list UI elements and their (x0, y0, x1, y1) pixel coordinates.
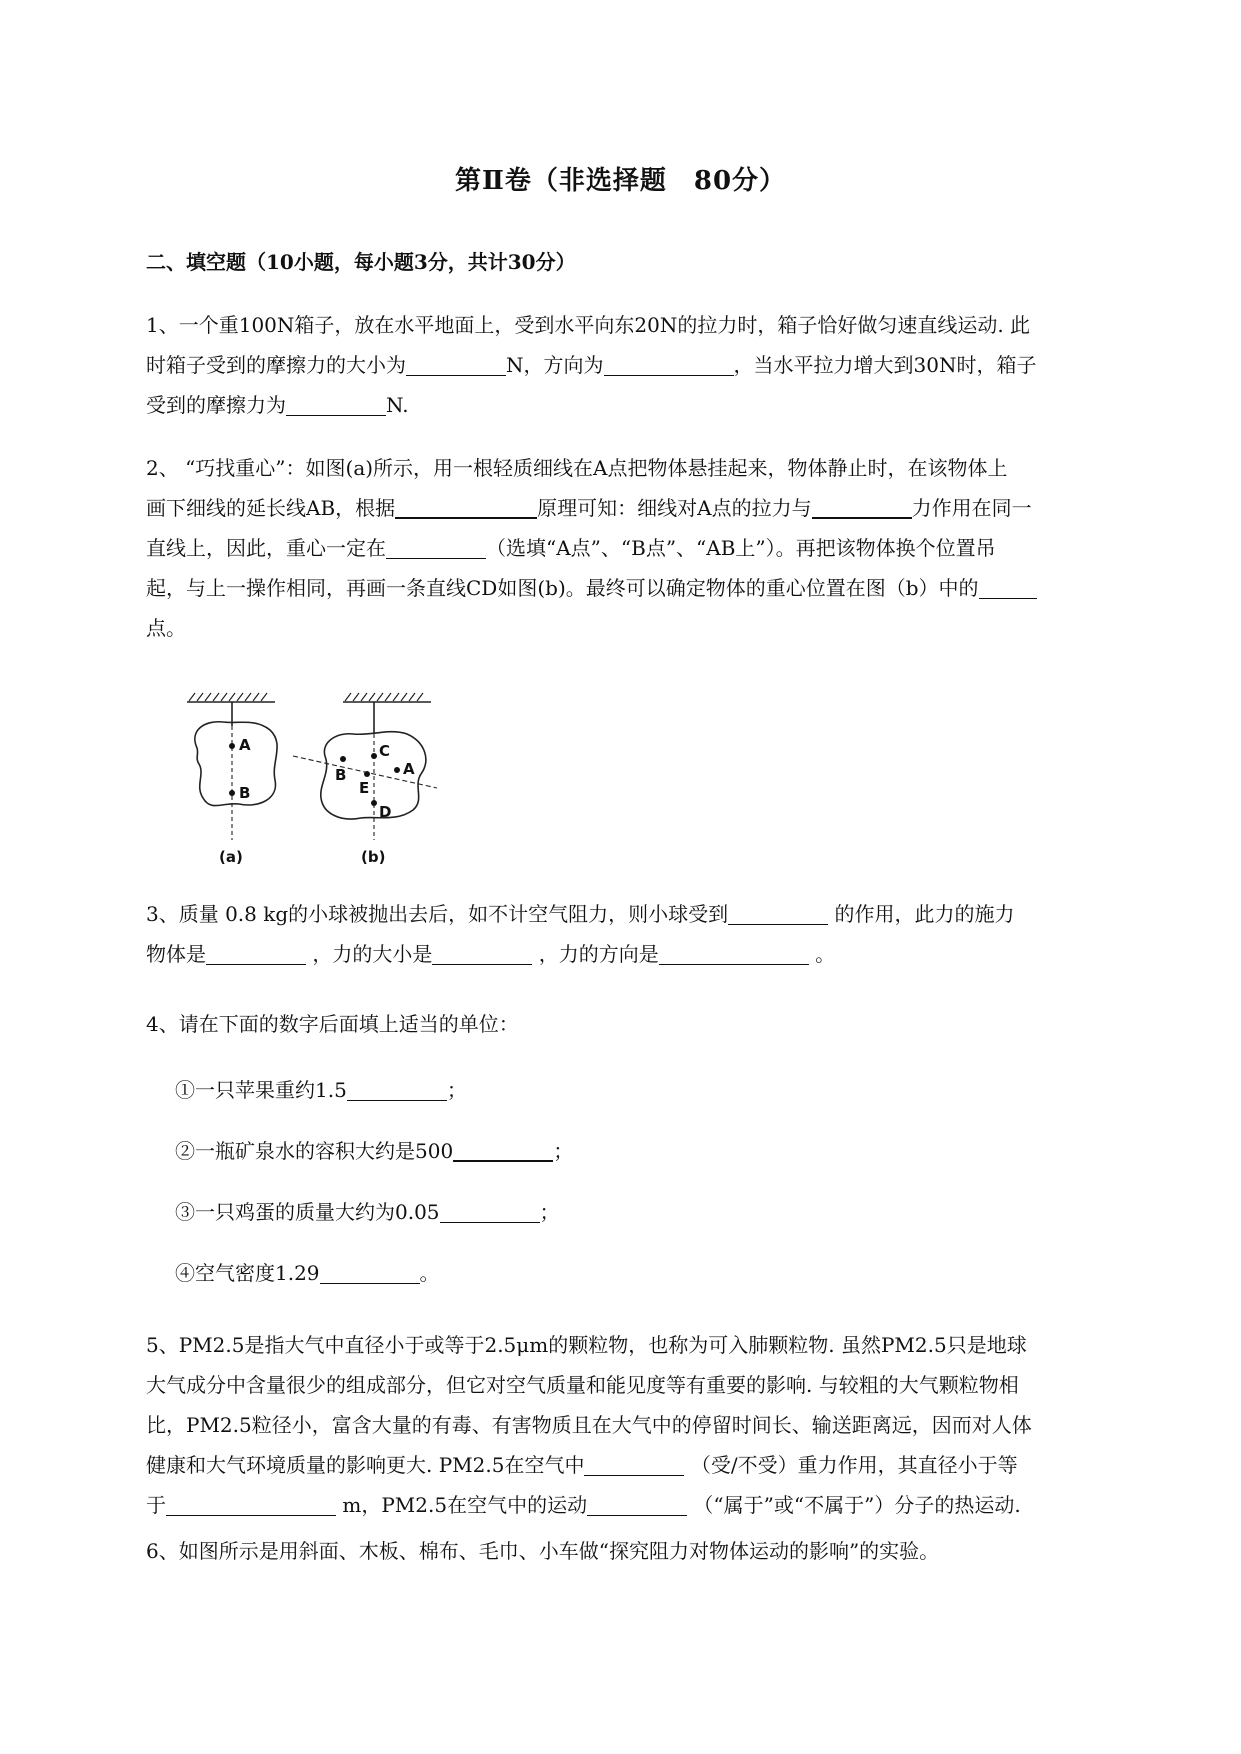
q5-line-4: 健康和大气环境质量的影响更大. PM2.5在空气中 （受/不受）重力作用，其直径小于等 (146, 1453, 1018, 1477)
q4-item-2: ②一瓶矿泉水的容积大约是500 ； (175, 1131, 573, 1171)
q1-line-2: 时箱子受到的摩擦力的大小为 N，方向为 ，当水平拉力增大到30N时，箱子 (146, 353, 1037, 377)
question-5 (146, 1325, 1146, 1525)
label-point-a-fig-a: A (239, 736, 251, 754)
q1-blank-friction-2[interactable] (286, 391, 386, 416)
q4-blank-1[interactable] (347, 1076, 447, 1101)
q1-line-3: 受到的摩擦力为 N. (146, 393, 409, 417)
q2-blank-center[interactable] (386, 534, 486, 559)
q2-blank-force[interactable] (812, 493, 912, 519)
label-point-b-fig-a: B (239, 784, 251, 802)
question-1 (146, 305, 1146, 425)
q5-line-1: 5、PM2.5是指大气中直径小于或等于2.5μm的颗粒物，也称为可入肺颗粒物. 虽然PM2.5只是地球 (146, 1333, 1027, 1357)
q3-blank-source[interactable] (206, 940, 306, 965)
q2-blank-point[interactable] (979, 574, 1037, 599)
q2-line-2: 画下细线的延长线AB，根据 原理可知：细线对A点的拉力与 力作用在同一 (146, 488, 1146, 528)
q4-blank-4[interactable] (320, 1259, 420, 1284)
question-2 (146, 448, 1146, 648)
q5-line-5: 于 m，PM2.5在空气中的运动 （“属于”或“不属于”）分子的热运动. (146, 1493, 1021, 1517)
q4-blank-3[interactable] (440, 1198, 540, 1223)
label-figure-a: (a) (219, 848, 243, 866)
gravity-center-figure (175, 690, 475, 870)
q5-blank-diameter[interactable] (166, 1491, 336, 1516)
q3-line-2: 物体是 ，力的大小是 ，力的方向是 。 (146, 942, 836, 966)
q4-item-4: ④空气密度1.29 。 (175, 1261, 440, 1285)
question-4-intro: 4、请在下面的数字后面填上适当的单位： (146, 1012, 519, 1036)
q1-line-1: 1、一个重100N箱子，放在水平地面上，受到水平向东20N的拉力时，箱子恰好做匀速直线运动. 此 (146, 313, 1031, 337)
q2-line-5: 点。 (146, 616, 186, 640)
q2-blank-principle[interactable] (395, 493, 537, 519)
page-title: 第Ⅱ卷（非选择题 80分） (454, 166, 787, 196)
q5-line-3: 比，PM2.5粒径小，富含大量的有毒、有害物质且在大气中的停留时间长、输送距离远，因而对人体 (146, 1413, 1032, 1437)
q4-item-1: ①一只苹果重约1.5 ； (175, 1078, 467, 1102)
q3-blank-magnitude[interactable] (432, 940, 532, 965)
section-heading: 二、填空题（10小题，每小题3分，共计30分） (146, 250, 576, 274)
q1-blank-direction[interactable] (604, 351, 734, 376)
q3-line-1: 3、质量 0.8 kg的小球被抛出去后，如不计空气阻力，则小球受到 的作用，此力的施力 (146, 902, 1015, 926)
label-point-c-fig-b: C (379, 742, 391, 760)
label-point-a-fig-b: A (403, 760, 415, 778)
q5-line-2: 大气成分中含量很少的组成部分，但它对空气质量和能见度等有重要的影响. 与较粗的大气颗粒物相 (146, 1373, 1019, 1397)
question-3 (146, 894, 1146, 974)
q2-line-1: 2、 “巧找重心”：如图(a)所示，用一根轻质细线在A点把物体悬挂起来，物体静止时，在该物体上 (146, 456, 1008, 480)
label-point-e-fig-b: E (359, 779, 370, 797)
label-point-b-fig-b: B (335, 766, 347, 784)
q4-item-3: ③一只鸡蛋的质量大约为0.05 ； (175, 1200, 560, 1224)
q2-line-3: 直线上，因此，重心一定在 （选填“A点”、“B点”、“AB上”）。再把该物体换个位置吊 (146, 536, 996, 560)
q5-blank-gravity[interactable] (584, 1451, 684, 1476)
q1-blank-friction[interactable] (406, 351, 506, 376)
q4-blank-2[interactable] (453, 1136, 553, 1162)
label-figure-b: (b) (361, 848, 386, 866)
q2-line-4: 起，与上一操作相同，再画一条直线CD如图(b)。最终可以确定物体的重心位置在图（b）中的 (146, 568, 1146, 608)
q3-blank-force[interactable] (728, 900, 828, 925)
q5-blank-motion[interactable] (587, 1491, 687, 1516)
question-6: 6、如图所示是用斜面、木板、棉布、毛巾、小车做“探究阻力对物体运动的影响”的实验。 (146, 1539, 940, 1563)
q3-blank-direction[interactable] (659, 940, 809, 965)
label-point-d-fig-b: D (379, 803, 392, 821)
